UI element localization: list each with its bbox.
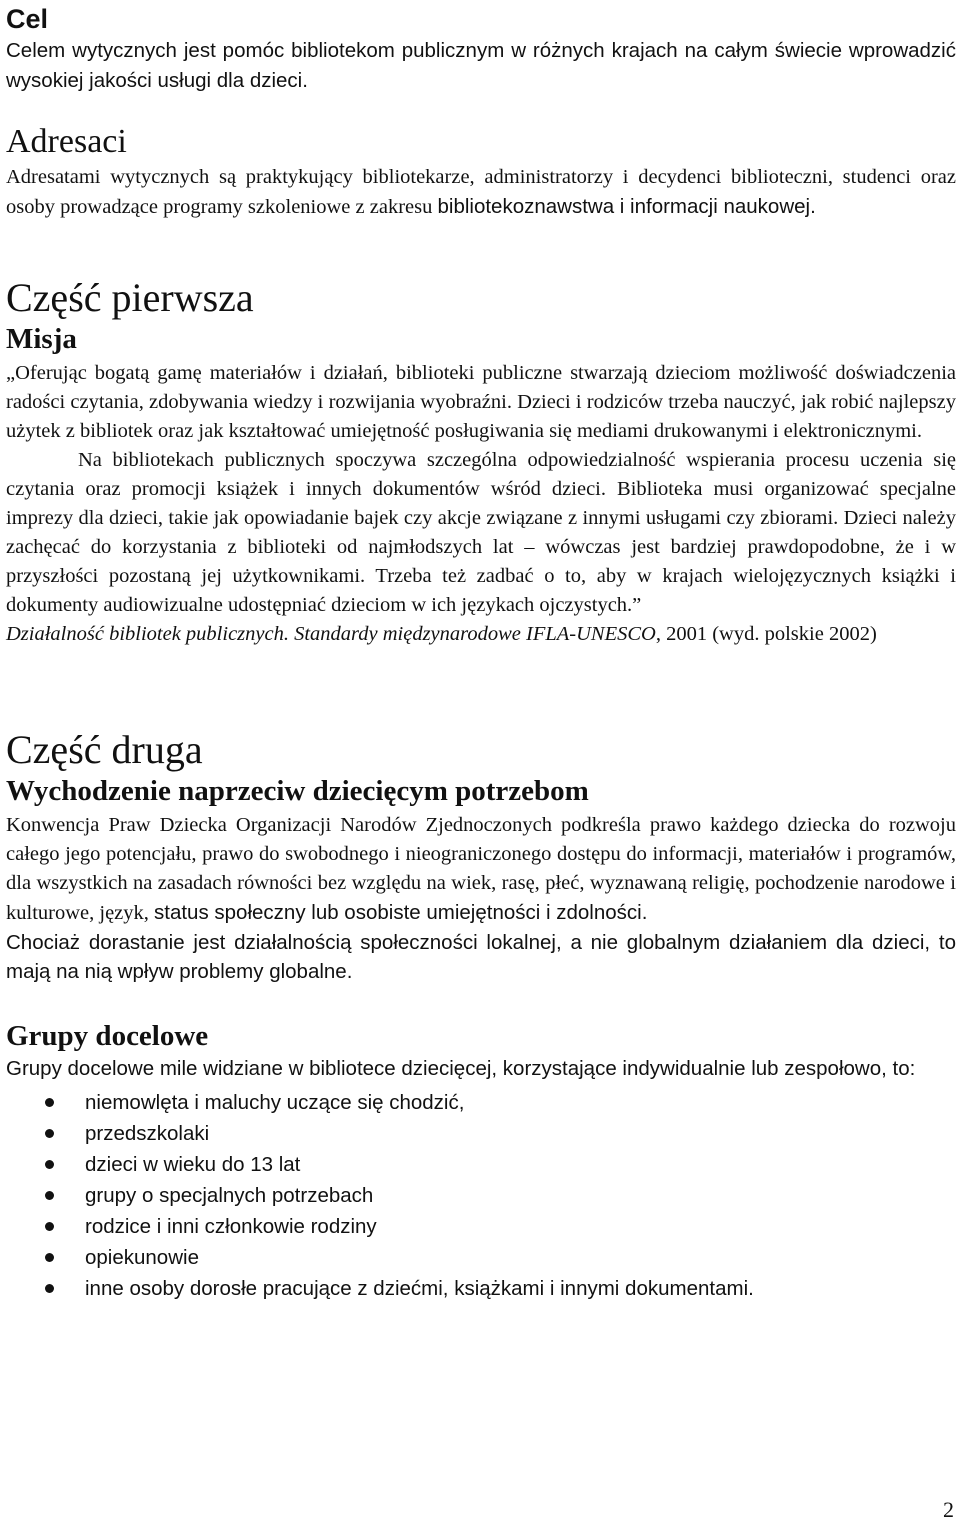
grupy-heading: Grupy docelowe [6,1020,209,1052]
adresaci-paragraph [6,162,956,222]
adresaci-heading: Adresaci [6,123,127,160]
list-item [6,1118,956,1149]
misja-quote-paragraph-2: Na bibliotekach publicznych spoczywa szczególna odpowiedzialność wspierania procesu uczenia się czytania oraz promocji książek i innych dokumentów wśród dzieci. Biblioteka musi organizować specjalne imprezy dla dzieci, takie jak opowiadanie bajek czy akcje związane z innymi usługami czy zbiorami. Dzieci należy zachęcać do korzystania z biblioteki od najmłodszych lat – wówczas jest bardziej prawdopodobne, że i w przyszłości pozostaną jej użytkownikami. Trzeba też zadbać o to, aby w krajach wielojęzycznych książki i dokumenty audiowizualne udostępniać dzieciom w ich językach ojczystych.” [6,449,956,616]
part1-heading: Część pierwsza [6,275,254,320]
bullet-icon [45,1253,54,1262]
part2-heading: Część druga [6,727,203,772]
misja-citation [6,620,956,649]
bullet-icon [45,1129,54,1138]
list-item-text: inne osoby dorosłe pracujące z dziećmi, książkami i innymi dokumentami. [85,1277,754,1300]
citation-details: , 2001 (wyd. polskie 2002) [655,623,877,645]
list-item [6,1211,956,1242]
adresaci-text-part1: Adresatami wytycznych są praktykujący bibliotekarze, administratorzy i decydenci biblioteczni, studenci oraz osoby prowadzące programy szkoleniowe z zakresu [6,166,956,218]
list-item [6,1242,956,1273]
needs-heading: Wychodzenie naprzeciw dziecięcym potrzebom [6,775,589,807]
list-item-text: rodzice i inni członkowie rodziny [85,1215,377,1238]
misja-heading: Misja [6,323,77,355]
list-item [6,1273,956,1304]
target-groups-list [6,1087,956,1304]
needs-paragraph-1-sans: status społeczny lub osobiste umiejętności i zdolności. [154,901,648,924]
bullet-icon [45,1191,54,1200]
adresaci-text-part2: bibliotekoznawstwa i informacji naukowej. [437,195,816,218]
list-item [6,1180,956,1211]
cel-heading: Cel [6,4,49,34]
list-item-text: grupy o specjalnych potrzebach [85,1184,374,1207]
bullet-icon [45,1098,54,1107]
citation-title: Działalność bibliotek publicznych. Standardy międzynarodowe IFLA-UNESCO [6,623,656,645]
list-item [6,1087,956,1118]
bullet-icon [45,1222,54,1231]
list-item-text: niemowlęta i maluchy uczące się chodzić, [85,1091,465,1114]
list-item-text: opiekunowie [85,1246,199,1269]
needs-paragraph-1-serif: Konwencja Praw Dziecka Organizacji Narodów Zjednoczonych podkreśla prawo każdego dziecka do rozwoju całego jego potencjału, prawo do swobodnego i nieograniczonego dostępu do informacji, materiałów i programów, dla wszystkich na zasadach równości bez względu na wiek, rasę, płeć, wyznawaną religię, pochodzenie narodowe i kulturowe, język, [6,814,956,924]
bullet-icon [45,1160,54,1169]
bullet-icon [45,1284,54,1293]
page-content [6,0,956,1304]
page-number: 2 [943,1497,954,1522]
grupy-intro: Grupy docelowe mile widziane w bibliotece dziecięcej, korzystające indywidualnie lub zespołowo, to: [6,1057,916,1080]
list-item-text: przedszkolaki [85,1122,210,1145]
needs-paragraph-2: Chociaż dorastanie jest działalnością społeczności lokalnej, a nie globalnym działaniem dla dzieci, to mają na nią wpływ problemy globalne. [6,931,956,983]
cel-paragraph: Celem wytycznych jest pomóc bibliotekom publicznym w różnych krajach na całym świecie wprowadzić wysokiej jakości usługi dla dzieci. [6,39,956,92]
needs-paragraph-1 [6,811,956,928]
list-item-text: dzieci w wieku do 13 lat [85,1153,301,1176]
list-item [6,1149,956,1180]
misja-quote-paragraph-1: „Oferując bogatą gamę materiałów i działań, biblioteki publiczne stwarzają dzieciom możliwość doświadczenia radości czytania, zdobywania wiedzy i rozwijania wyobraźni. Dzieci i rodziców trzeba nauczyć, jak robić najlepszy użytek z bibliotek oraz jak kształtować umiejętność posługiwania się mediami drukowanymi i elektronicznymi. [6,362,956,442]
